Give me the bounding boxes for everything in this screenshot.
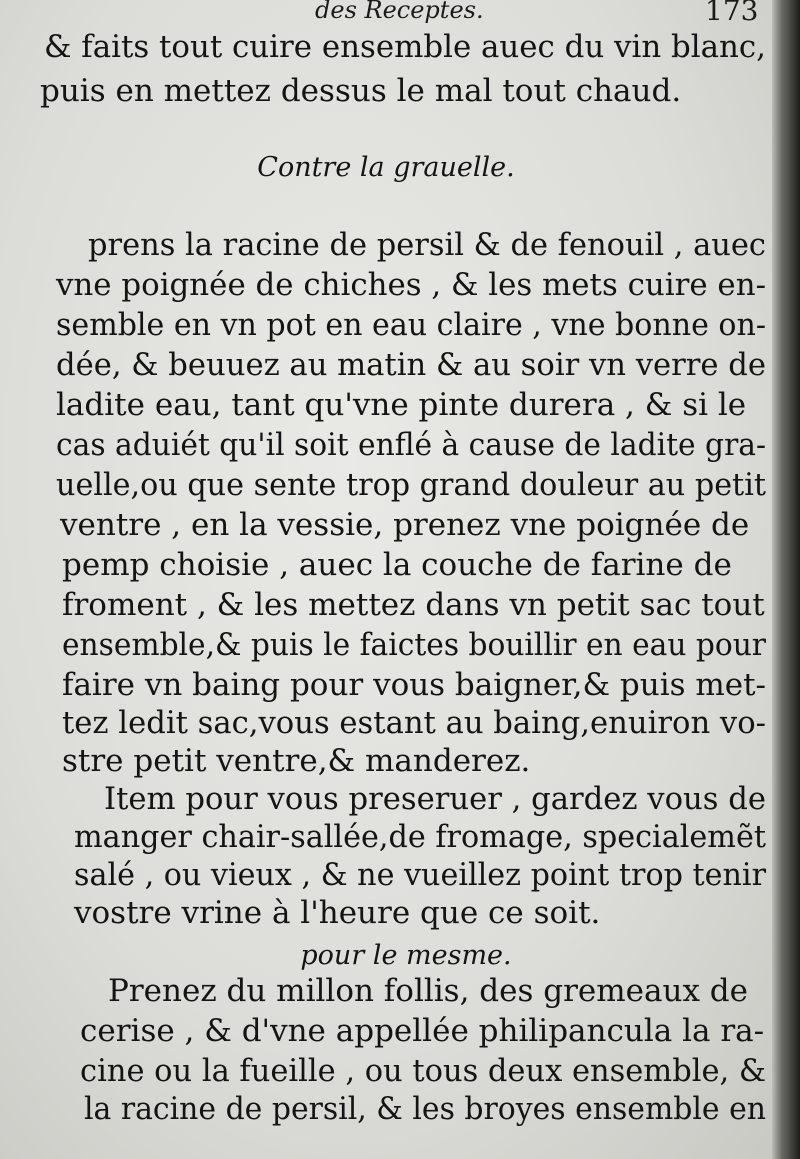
text-line: la racine de persil, & les broyes ensemble en bbox=[84, 1091, 766, 1127]
text-line: ladite eau, tant qu'vne pinte durera , & si le bbox=[56, 387, 747, 423]
text-line: cerise , & d'vne appellée philipancula la ra- bbox=[80, 1013, 765, 1049]
text-line: dée, & beuuez au matin & au soir vn verre de bbox=[56, 347, 766, 383]
running-head: des Receptes. bbox=[315, 0, 484, 24]
text-line: puis en mettez dessus le mal tout chaud. bbox=[40, 73, 682, 109]
text-line: froment , & les mettez dans vn petit sac tout bbox=[62, 587, 765, 623]
text-line: ensemble,& puis le faictes bouillir en eau pour bbox=[62, 627, 766, 663]
text-line: cine ou la fueille , ou tous deux ensemble, & bbox=[80, 1053, 766, 1089]
section-heading: Contre la grauelle. bbox=[257, 152, 515, 183]
text-line: tez ledit sac,vous estant au baing,enuiron vo- bbox=[62, 705, 766, 741]
section-heading: pour le mesme. bbox=[300, 940, 512, 971]
text-line: faire vn baing pour vous baigner,& puis met- bbox=[62, 667, 766, 703]
text-line: manger chair-sallée,de fromage, specialemẽt bbox=[74, 819, 766, 855]
text-line: Prenez du millon follis, des gremeaux de bbox=[108, 973, 748, 1009]
text-line: prens la racine de persil & de fenouil , auec bbox=[88, 227, 766, 263]
text-line: vne poignée de chiches , & les mets cuire en- bbox=[56, 267, 766, 303]
text-line: stre petit ventre,& manderez. bbox=[62, 743, 531, 779]
text-line: vostre vrine à l'heure que ce soit. bbox=[74, 895, 601, 931]
page-number: 173 bbox=[705, 0, 759, 27]
text-line: pemp choisie , auec la couche de farine de bbox=[62, 547, 732, 583]
book-gutter bbox=[772, 0, 800, 1159]
text-line: salé , ou vieux , & ne vueillez point trop tenir bbox=[74, 857, 766, 893]
text-line: ventre , en la vessie, prenez vne poignée de bbox=[60, 507, 750, 543]
text-line: uelle,ou que sente trop grand douleur au petit bbox=[56, 467, 766, 503]
text-line: cas aduiét qu'il soit enflé à cause de ladite gra- bbox=[56, 427, 766, 463]
text-line: Item pour vous preseruer , gardez vous de bbox=[104, 781, 766, 817]
text-line: & faits tout cuire ensemble auec du vin blanc, bbox=[44, 29, 766, 65]
text-line: semble en vn pot en eau claire , vne bonne on- bbox=[56, 307, 766, 343]
